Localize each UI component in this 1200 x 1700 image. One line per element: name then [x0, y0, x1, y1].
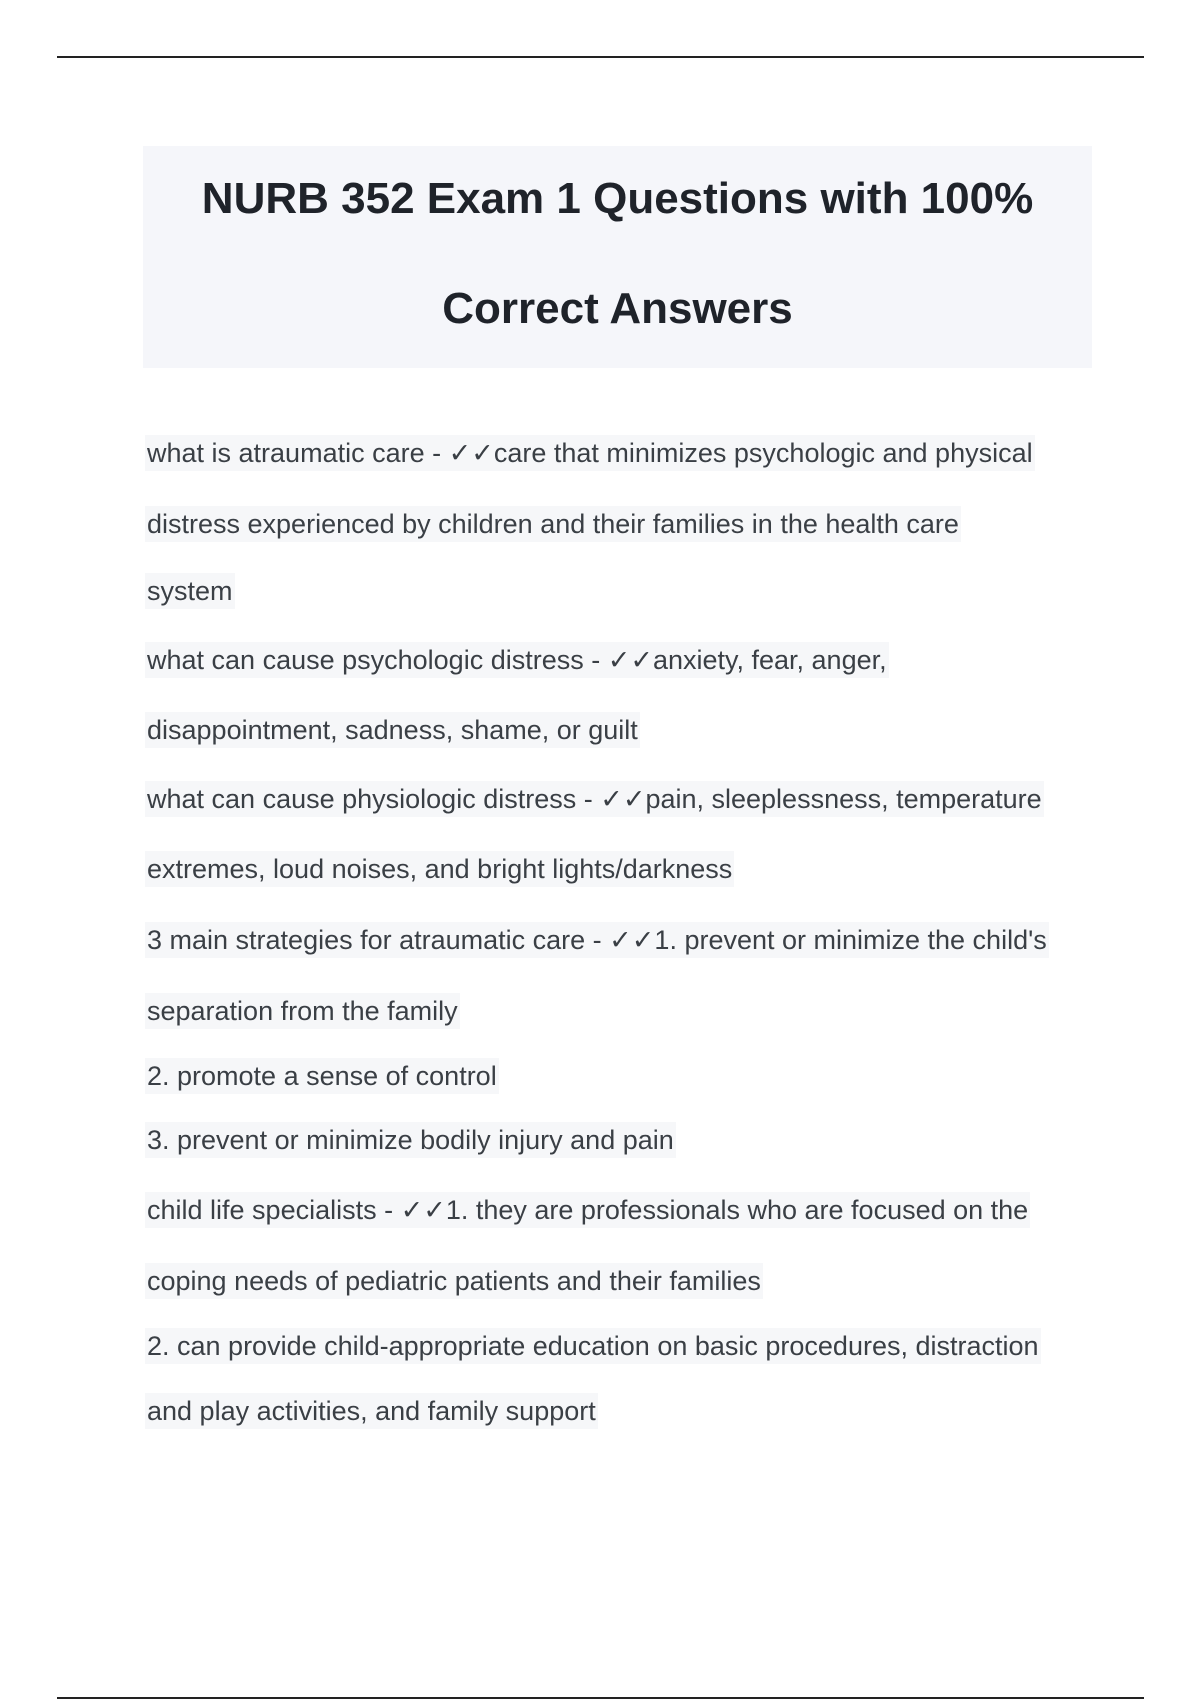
text-line: and play activities, and family support: [145, 1393, 598, 1429]
text-line: coping needs of pediatric patients and their families: [145, 1263, 763, 1299]
top-divider: [57, 56, 1144, 58]
text-line: what is atraumatic care - ✓✓care that minimizes psychologic and physical: [145, 435, 1035, 471]
text-line: distress experienced by children and their families in the health care: [145, 506, 961, 542]
title-banner: [143, 146, 1092, 368]
bottom-divider: [57, 1697, 1144, 1699]
document-title-line-2: Correct Answers: [442, 284, 793, 333]
text-line: child life specialists - ✓✓1. they are professionals who are focused on the: [145, 1192, 1030, 1228]
text-line: disappointment, sadness, shame, or guilt: [145, 712, 640, 748]
document-title-line-1: NURB 352 Exam 1 Questions with 100%: [201, 174, 1034, 223]
text-line: system: [145, 573, 235, 609]
text-line: what can cause psychologic distress - ✓✓anxiety, fear, anger,: [145, 642, 889, 678]
text-line: extremes, loud noises, and bright lights/darkness: [145, 851, 734, 887]
text-line: separation from the family: [145, 993, 460, 1029]
text-line: what can cause physiologic distress - ✓✓pain, sleeplessness, temperature: [145, 781, 1044, 817]
text-line: 3. prevent or minimize bodily injury and pain: [145, 1122, 676, 1158]
text-line: 2. can provide child-appropriate education on basic procedures, distraction: [145, 1328, 1041, 1364]
text-line: 2. promote a sense of control: [145, 1058, 499, 1094]
text-line: 3 main strategies for atraumatic care - ✓✓1. prevent or minimize the child's: [145, 922, 1049, 958]
